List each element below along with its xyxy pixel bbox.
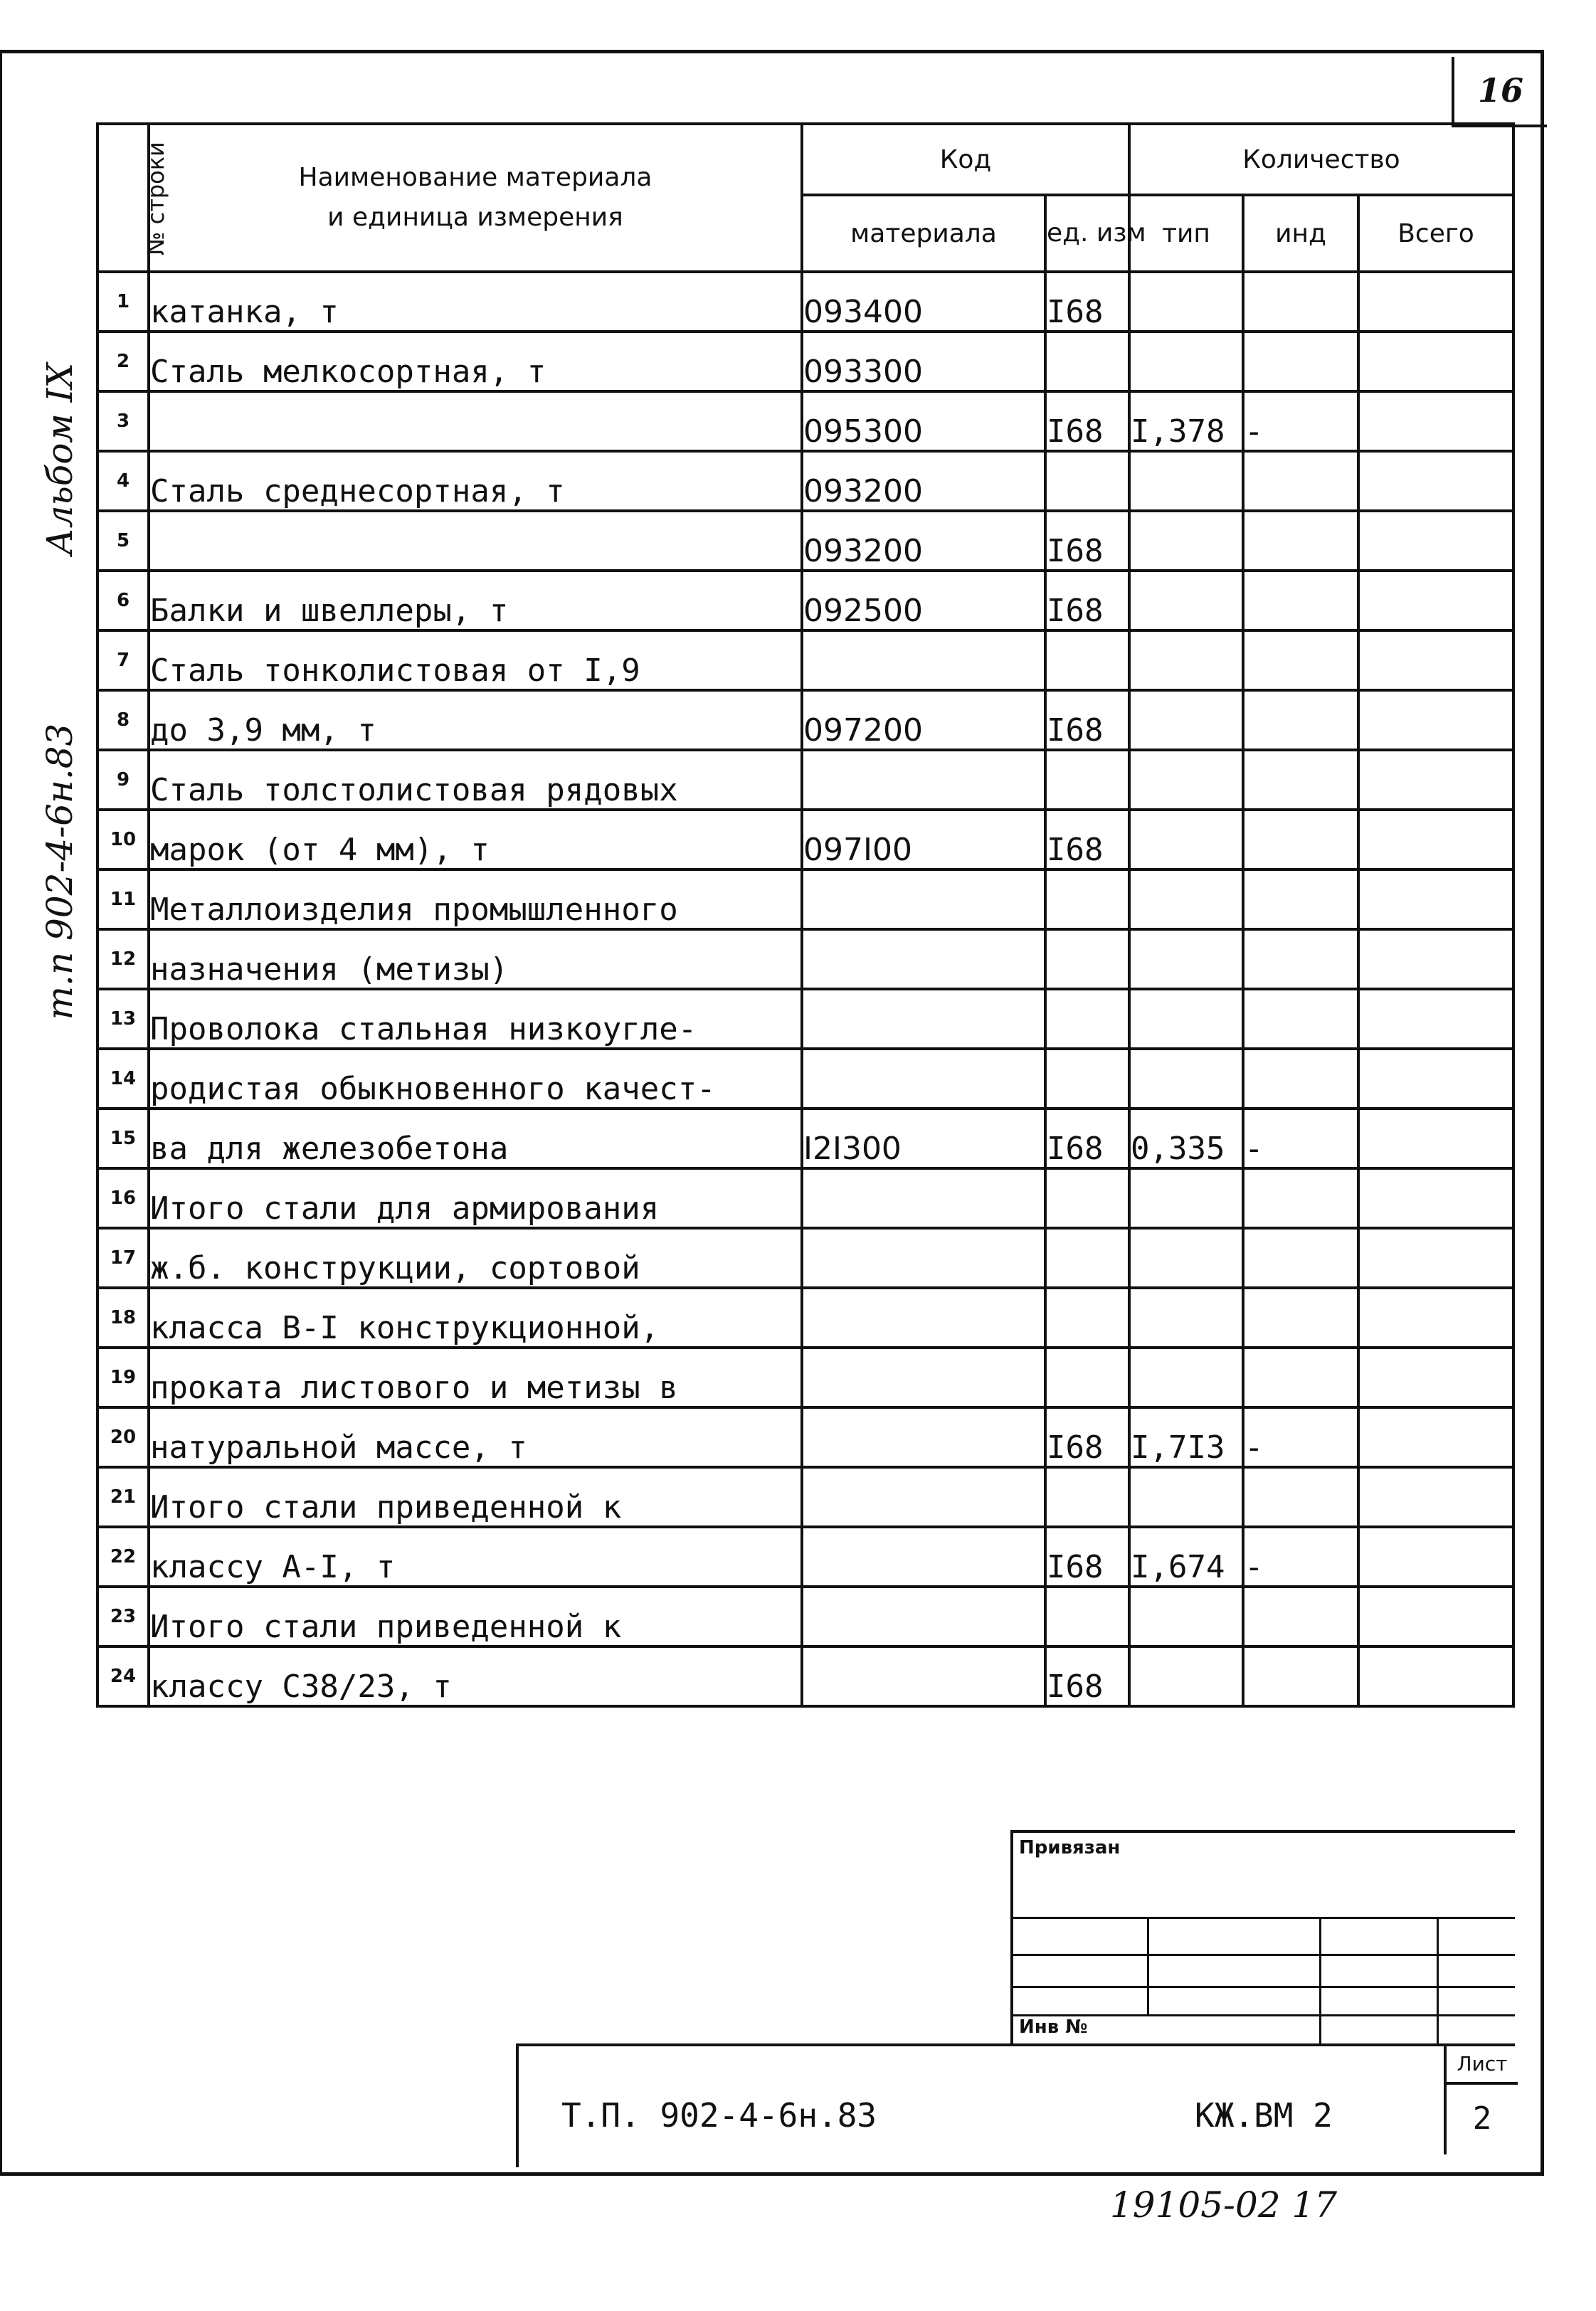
qty-type-cell xyxy=(1129,869,1243,929)
unit-code-cell xyxy=(1045,451,1129,511)
unit-code-cell: I68 xyxy=(1045,391,1129,451)
material-code-cell: 097I00 xyxy=(802,810,1045,869)
unit-code-cell xyxy=(1045,1467,1129,1527)
qty-ind-cell xyxy=(1243,929,1358,989)
qty-type-cell xyxy=(1129,750,1243,810)
unit-code-cell xyxy=(1045,1348,1129,1407)
qty-ind-cell xyxy=(1243,1049,1358,1109)
material-name-cell: до 3,9 мм, т xyxy=(149,690,802,750)
qty-type-cell xyxy=(1129,272,1243,332)
table-row xyxy=(97,1348,1513,1407)
qty-type-cell xyxy=(1129,1228,1243,1288)
material-code-cell xyxy=(802,1407,1045,1467)
attachment-stamp xyxy=(1010,1830,1515,2046)
table-row xyxy=(97,1109,1513,1168)
qty-total-cell xyxy=(1358,1646,1513,1706)
material-code-cell xyxy=(802,1527,1045,1587)
material-name-cell: Сталь тонколистовая от I,9 xyxy=(149,630,802,690)
row-number-cell: 16 xyxy=(97,1168,149,1228)
row-number-cell: 4 xyxy=(97,451,149,511)
qty-type-cell xyxy=(1129,1168,1243,1228)
material-code-cell: 093200 xyxy=(802,511,1045,571)
material-name-cell: класса В-I конструкционной, xyxy=(149,1288,802,1348)
materials-table xyxy=(96,122,1515,1708)
row-number-cell: 5 xyxy=(97,511,149,571)
unit-code-cell xyxy=(1045,929,1129,989)
qty-type-cell xyxy=(1129,451,1243,511)
table-row xyxy=(97,511,1513,571)
header-quantity: Количество xyxy=(1129,124,1513,195)
qty-type-cell xyxy=(1129,989,1243,1049)
side-text-project-code: т.п 902-4-6н.83 xyxy=(39,723,80,1020)
qty-total-cell xyxy=(1358,1467,1513,1527)
material-code-cell xyxy=(802,630,1045,690)
qty-type-cell: I,7I3 xyxy=(1129,1407,1243,1467)
qty-total-cell xyxy=(1358,1168,1513,1228)
qty-type-cell xyxy=(1129,1646,1243,1706)
unit-code-cell: I68 xyxy=(1045,1109,1129,1168)
qty-ind-cell xyxy=(1243,1646,1358,1706)
header-code-material: материала xyxy=(802,195,1045,272)
material-name-cell: Сталь мелкосортная, т xyxy=(149,332,802,391)
header-code-unit: ед. изм xyxy=(1045,195,1129,272)
qty-total-cell xyxy=(1358,1049,1513,1109)
table-row xyxy=(97,451,1513,511)
material-name-cell: марок (от 4 мм), т xyxy=(149,810,802,869)
qty-total-cell xyxy=(1358,690,1513,750)
material-code-cell: 093200 xyxy=(802,451,1045,511)
qty-ind-cell xyxy=(1243,1348,1358,1407)
material-name-cell: назначения (метизы) xyxy=(149,929,802,989)
qty-total-cell xyxy=(1358,810,1513,869)
unit-code-cell xyxy=(1045,1288,1129,1348)
material-code-cell xyxy=(802,869,1045,929)
qty-type-cell xyxy=(1129,630,1243,690)
qty-type-cell xyxy=(1129,929,1243,989)
qty-total-cell xyxy=(1358,1348,1513,1407)
row-number-cell: 2 xyxy=(97,332,149,391)
archive-number: 19105-02 17 xyxy=(1110,2184,1338,2226)
sheet-label: Лист xyxy=(1444,2046,1518,2085)
qty-type-cell: I,674 xyxy=(1129,1527,1243,1587)
material-name-cell xyxy=(149,511,802,571)
qty-ind-cell xyxy=(1243,1168,1358,1228)
qty-total-cell xyxy=(1358,511,1513,571)
qty-total-cell xyxy=(1358,929,1513,989)
table-row xyxy=(97,810,1513,869)
table-row xyxy=(97,1527,1513,1587)
unit-code-cell: I68 xyxy=(1045,810,1129,869)
material-code-cell: 093300 xyxy=(802,332,1045,391)
material-code-cell xyxy=(802,750,1045,810)
material-code-cell: 093400 xyxy=(802,272,1045,332)
qty-ind-cell xyxy=(1243,750,1358,810)
qty-type-cell xyxy=(1129,810,1243,869)
unit-code-cell xyxy=(1045,630,1129,690)
qty-type-cell xyxy=(1129,1348,1243,1407)
qty-ind-cell xyxy=(1243,630,1358,690)
qty-total-cell xyxy=(1358,1587,1513,1646)
table-row xyxy=(97,1049,1513,1109)
header-code: Код xyxy=(802,124,1129,195)
qty-total-cell xyxy=(1358,989,1513,1049)
material-code-cell xyxy=(802,1348,1045,1407)
table-row xyxy=(97,1587,1513,1646)
qty-type-cell xyxy=(1129,1587,1243,1646)
sheet-number: 2 xyxy=(1444,2083,1518,2154)
qty-ind-cell xyxy=(1243,1587,1358,1646)
qty-total-cell xyxy=(1358,1109,1513,1168)
row-number-cell: 12 xyxy=(97,929,149,989)
qty-type-cell xyxy=(1129,1467,1243,1527)
qty-ind-cell xyxy=(1243,690,1358,750)
qty-ind-cell xyxy=(1243,571,1358,630)
material-code-cell: 092500 xyxy=(802,571,1045,630)
row-number-cell: 23 xyxy=(97,1587,149,1646)
material-code-cell xyxy=(802,1288,1045,1348)
document-mark: КЖ.ВМ 2 xyxy=(1195,2096,1333,2135)
table-row xyxy=(97,332,1513,391)
qty-ind-cell: - xyxy=(1243,391,1358,451)
qty-total-cell xyxy=(1358,1288,1513,1348)
unit-code-cell xyxy=(1045,989,1129,1049)
row-number-cell: 18 xyxy=(97,1288,149,1348)
material-code-cell xyxy=(802,1646,1045,1706)
unit-code-cell xyxy=(1045,1228,1129,1288)
qty-ind-cell xyxy=(1243,451,1358,511)
table-row xyxy=(97,869,1513,929)
qty-total-cell xyxy=(1358,571,1513,630)
row-number-cell: 20 xyxy=(97,1407,149,1467)
header-material-name: Наименование материала и единица измерения xyxy=(149,124,802,272)
unit-code-cell: I68 xyxy=(1045,1527,1129,1587)
material-code-cell xyxy=(802,1168,1045,1228)
unit-code-cell xyxy=(1045,332,1129,391)
qty-ind-cell: - xyxy=(1243,1109,1358,1168)
materials-table-body xyxy=(97,272,1513,1706)
material-name-cell: Итого стали приведенной к xyxy=(149,1467,802,1527)
row-number-cell: 9 xyxy=(97,750,149,810)
qty-total-cell xyxy=(1358,332,1513,391)
material-name-cell: родистая обыкновенного качест- xyxy=(149,1049,802,1109)
qty-total-cell xyxy=(1358,1527,1513,1587)
header-qty-total: Всего xyxy=(1358,195,1513,272)
material-code-cell xyxy=(802,929,1045,989)
table-row xyxy=(97,929,1513,989)
qty-type-cell: 0,335 xyxy=(1129,1109,1243,1168)
page-number: 16 xyxy=(1452,57,1547,127)
material-name-cell xyxy=(149,391,802,451)
row-number-cell: 22 xyxy=(97,1527,149,1587)
table-row xyxy=(97,571,1513,630)
unit-code-cell: I68 xyxy=(1045,272,1129,332)
qty-ind-cell xyxy=(1243,1288,1358,1348)
table-row xyxy=(97,1467,1513,1527)
qty-ind-cell xyxy=(1243,272,1358,332)
qty-ind-cell xyxy=(1243,332,1358,391)
row-number-cell: 10 xyxy=(97,810,149,869)
unit-code-cell xyxy=(1045,1587,1129,1646)
qty-ind-cell xyxy=(1243,511,1358,571)
qty-total-cell xyxy=(1358,1407,1513,1467)
material-name-cell: Металлоизделия промышленного xyxy=(149,869,802,929)
material-code-cell: 095300 xyxy=(802,391,1045,451)
row-number-cell: 8 xyxy=(97,690,149,750)
qty-ind-cell: - xyxy=(1243,1527,1358,1587)
unit-code-cell: I68 xyxy=(1045,1407,1129,1467)
unit-code-cell xyxy=(1045,750,1129,810)
unit-code-cell: I68 xyxy=(1045,511,1129,571)
qty-total-cell xyxy=(1358,391,1513,451)
qty-ind-cell xyxy=(1243,989,1358,1049)
table-row xyxy=(97,1407,1513,1467)
table-row xyxy=(97,272,1513,332)
material-code-cell xyxy=(802,1587,1045,1646)
inventory-number-label: Инв № xyxy=(1019,2016,1088,2038)
row-number-cell: 7 xyxy=(97,630,149,690)
material-name-cell: Балки и швеллеры, т xyxy=(149,571,802,630)
attached-label: Привязан xyxy=(1019,1837,1121,1858)
header-qty-ind: инд xyxy=(1243,195,1358,272)
qty-ind-cell xyxy=(1243,1228,1358,1288)
row-number-cell: 3 xyxy=(97,391,149,451)
qty-total-cell xyxy=(1358,451,1513,511)
material-code-cell xyxy=(802,989,1045,1049)
unit-code-cell: I68 xyxy=(1045,571,1129,630)
table-row xyxy=(97,1288,1513,1348)
material-name-cell: катанка, т xyxy=(149,272,802,332)
title-block xyxy=(516,2043,1515,2167)
qty-type-cell xyxy=(1129,1288,1243,1348)
qty-ind-cell: - xyxy=(1243,1407,1358,1467)
unit-code-cell xyxy=(1045,1168,1129,1228)
qty-total-cell xyxy=(1358,750,1513,810)
material-name-cell: классу С38/23, т xyxy=(149,1646,802,1706)
unit-code-cell xyxy=(1045,869,1129,929)
unit-code-cell: I68 xyxy=(1045,690,1129,750)
row-number-cell: 24 xyxy=(97,1646,149,1706)
table-row xyxy=(97,630,1513,690)
material-code-cell: I2I300 xyxy=(802,1109,1045,1168)
row-number-cell: 6 xyxy=(97,571,149,630)
row-number-cell: 14 xyxy=(97,1049,149,1109)
qty-type-cell xyxy=(1129,1049,1243,1109)
material-name-cell: Итого стали приведенной к xyxy=(149,1587,802,1646)
material-name-cell: ж.б. конструкции, сортовой xyxy=(149,1228,802,1288)
row-number-cell: 19 xyxy=(97,1348,149,1407)
qty-ind-cell xyxy=(1243,810,1358,869)
material-code-cell xyxy=(802,1049,1045,1109)
header-row-number: № строки xyxy=(97,124,149,272)
unit-code-cell xyxy=(1045,1049,1129,1109)
material-name-cell: Сталь толстолистовая рядовых xyxy=(149,750,802,810)
qty-type-cell xyxy=(1129,332,1243,391)
header-qty-type: тип xyxy=(1129,195,1243,272)
table-row xyxy=(97,750,1513,810)
qty-ind-cell xyxy=(1243,1467,1358,1527)
row-number-cell: 17 xyxy=(97,1228,149,1288)
material-name-cell: ва для железобетона xyxy=(149,1109,802,1168)
qty-total-cell xyxy=(1358,272,1513,332)
side-text-album: Альбом IX xyxy=(39,362,80,556)
qty-type-cell xyxy=(1129,571,1243,630)
qty-total-cell xyxy=(1358,1228,1513,1288)
material-name-cell: натуральной массе, т xyxy=(149,1407,802,1467)
unit-code-cell: I68 xyxy=(1045,1646,1129,1706)
material-code-cell xyxy=(802,1467,1045,1527)
row-number-cell: 11 xyxy=(97,869,149,929)
document-code: Т.П. 902-4-6н.83 xyxy=(561,2096,877,2135)
material-code-cell xyxy=(802,1228,1045,1288)
qty-ind-cell xyxy=(1243,869,1358,929)
table-row xyxy=(97,1168,1513,1228)
table-row xyxy=(97,690,1513,750)
qty-type-cell xyxy=(1129,511,1243,571)
row-number-cell: 1 xyxy=(97,272,149,332)
table-row xyxy=(97,1228,1513,1288)
material-code-cell: 097200 xyxy=(802,690,1045,750)
row-number-cell: 13 xyxy=(97,989,149,1049)
table-row xyxy=(97,989,1513,1049)
material-name-cell: Проволока стальная низкоугле- xyxy=(149,989,802,1049)
material-name-cell: Сталь среднесортная, т xyxy=(149,451,802,511)
row-number-cell: 21 xyxy=(97,1467,149,1527)
table-row xyxy=(97,391,1513,451)
qty-total-cell xyxy=(1358,630,1513,690)
qty-type-cell: I,378 xyxy=(1129,391,1243,451)
material-name-cell: Итого стали для армирования xyxy=(149,1168,802,1228)
qty-total-cell xyxy=(1358,869,1513,929)
qty-type-cell xyxy=(1129,690,1243,750)
table-row xyxy=(97,1646,1513,1706)
material-name-cell: проката листового и метизы в xyxy=(149,1348,802,1407)
material-name-cell: классу А-I, т xyxy=(149,1527,802,1587)
row-number-cell: 15 xyxy=(97,1109,149,1168)
